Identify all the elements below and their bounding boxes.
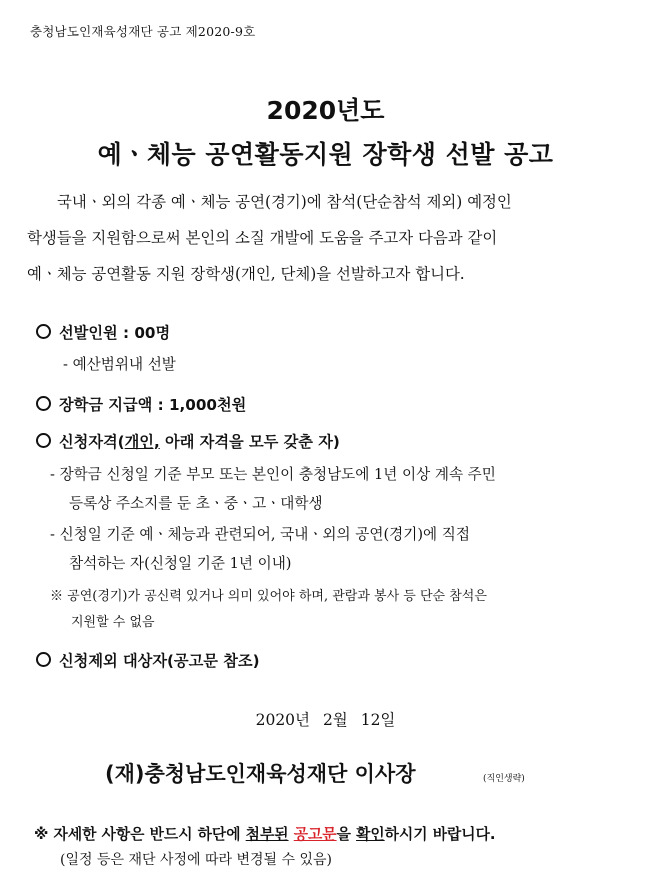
eligibility-item-2-line-2: 참석하는 자(신청일 기준 1년 이내) — [69, 555, 292, 572]
footnote-attached: 첨부된 — [245, 826, 289, 843]
footnote-post: 하시기 바랍니다. — [384, 826, 496, 843]
section-selection-sub: - 예산범위내 선발 — [63, 356, 176, 373]
section-amount — [36, 394, 246, 415]
eligibility-item-1-line-1: - 장학금 신청일 기준 부모 또는 본인이 충청남도에 1년 이상 계속 주민 — [50, 466, 496, 483]
section-selection-heading: 선발인원 : 00명 — [59, 324, 171, 342]
intro-line-3: 예ㆍ체능 공연활동 지원 장학생(개인, 단체)을 선발하고자 합니다. — [27, 265, 465, 283]
intro-line-1: 국내ㆍ외의 각종 예ㆍ체능 공연(경기)에 참석(단순참석 제외) 예정인 — [57, 193, 512, 211]
section-exclusion — [36, 650, 260, 671]
circle-bullet-icon — [36, 396, 51, 411]
footnote-notice-link[interactable]: 공고문 — [293, 826, 337, 843]
eligibility-note-line-1: ※ 공연(경기)가 공신력 있거나 의미 있어야 하며, 관람과 봉사 등 단순 참석은 — [50, 589, 487, 604]
section-eligibility — [36, 431, 340, 452]
section-exclusion-heading: 신청제외 대상자(공고문 참조) — [59, 652, 260, 670]
eligibility-heading-pre: 신청자격( — [59, 433, 125, 451]
seal-omitted-label: (직인생략) — [483, 774, 525, 784]
eligibility-heading-underlined: 개인, — [124, 433, 160, 451]
circle-bullet-icon — [36, 324, 51, 339]
footnote-pre: ※ 자세한 사항은 반드시 하단에 — [34, 826, 246, 843]
doc-number: 충청남도인재육성재단 공고 제2020-9호 — [30, 24, 256, 39]
page-title: 2020년도 — [266, 96, 385, 125]
eligibility-item-2-line-1: - 신청일 기준 예ㆍ체능과 관련되어, 국내ㆍ외의 공연(경기)에 직접 — [50, 526, 470, 543]
footnote-sub: (일정 등은 재단 사정에 따라 변경될 수 있음) — [60, 852, 332, 868]
intro-line-2: 학생들을 지원함으로써 본인의 소질 개발에 도움을 주고자 다음과 같이 — [27, 229, 498, 247]
eligibility-item-1-line-2: 등록상 주소지를 둔 초ㆍ중ㆍ고ㆍ대학생 — [69, 495, 323, 512]
section-selection — [36, 322, 170, 343]
signature-name: (재)충청남도인재육성재단 이사장 — [105, 762, 416, 786]
footnote-confirm: 확인 — [356, 826, 385, 843]
eligibility-note-line-2: 지원할 수 없음 — [71, 615, 155, 630]
announcement-date: 2020년 2월 12일 — [255, 711, 396, 729]
circle-bullet-icon — [36, 652, 51, 667]
intro-paragraph — [27, 184, 625, 292]
footnote-mid: 을 — [336, 826, 357, 843]
section-amount-heading: 장학금 지급액 : 1,000천원 — [59, 396, 247, 414]
footnote — [34, 823, 496, 844]
page-subtitle: 예ㆍ체능 공연활동지원 장학생 선발 공고 — [97, 140, 554, 169]
circle-bullet-icon — [36, 433, 51, 448]
eligibility-heading-post: 아래 자격을 모두 갖춘 자) — [159, 433, 340, 451]
